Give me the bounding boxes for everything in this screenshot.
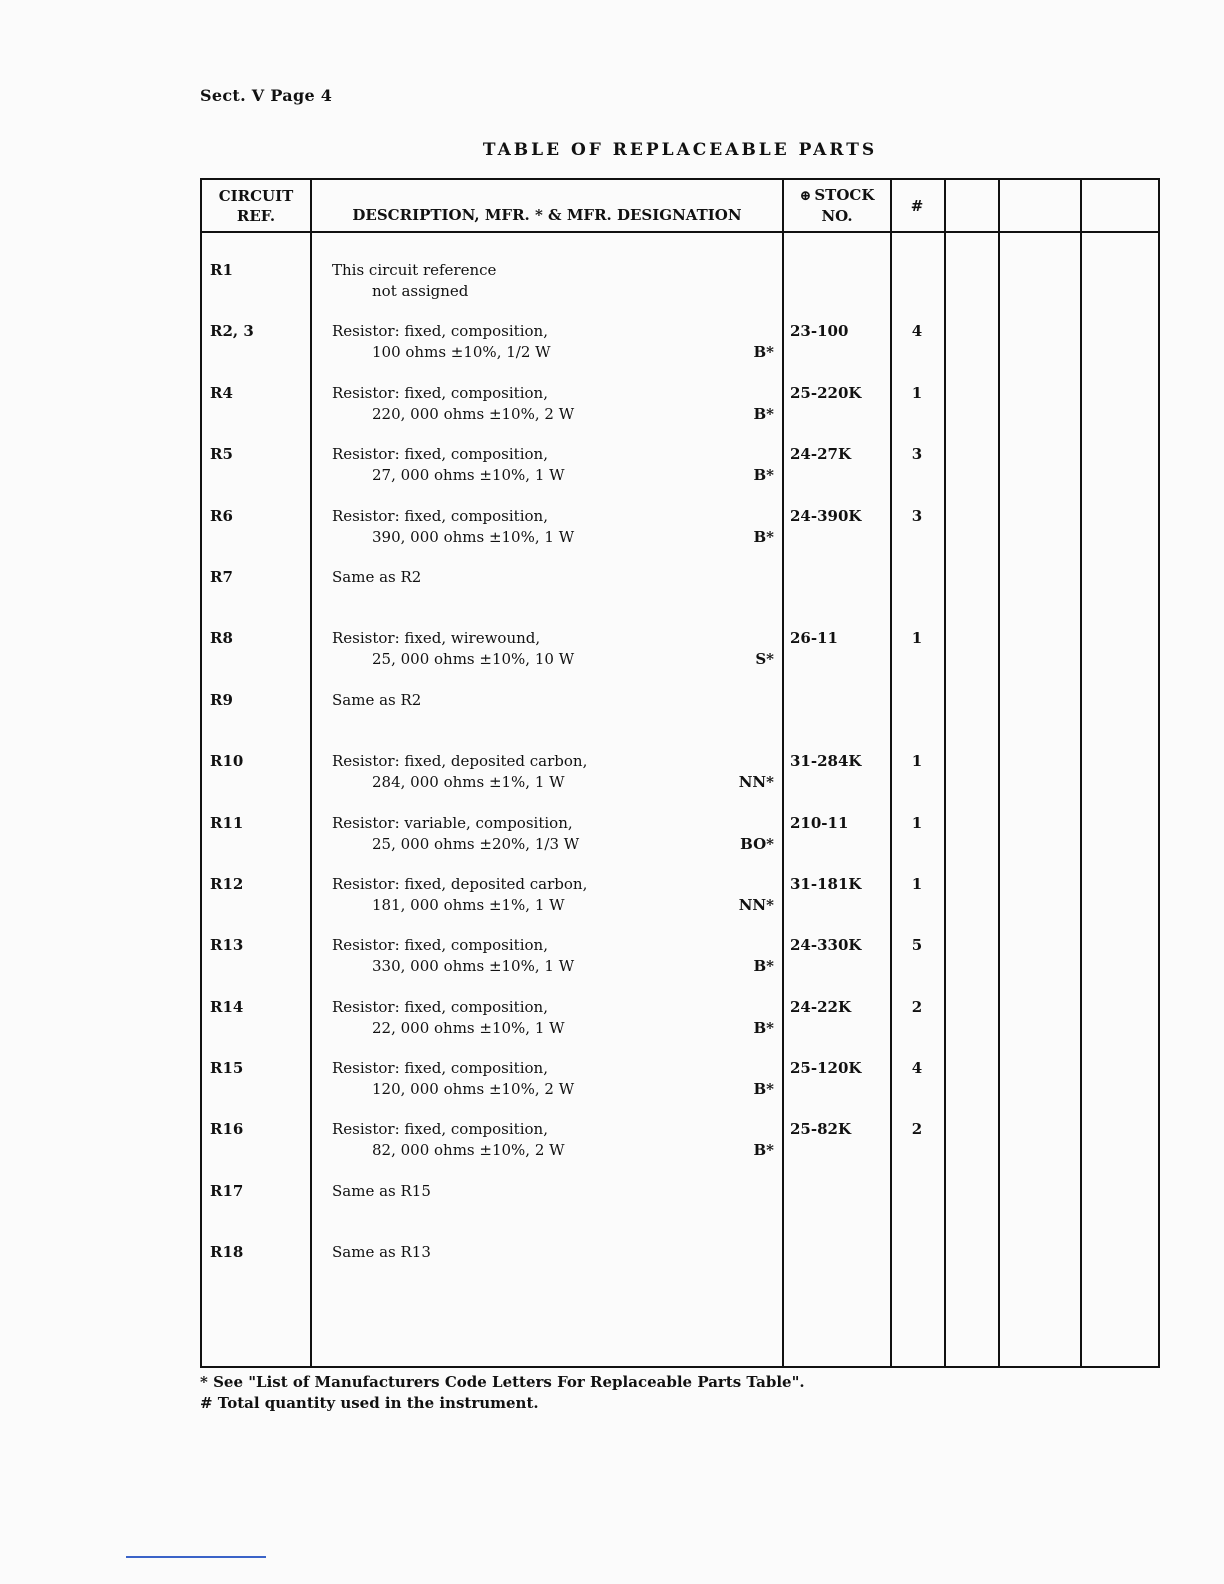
header-stock-no bbox=[784, 180, 890, 231]
mfr-code: B* bbox=[753, 957, 774, 976]
table-row bbox=[202, 567, 1158, 628]
table-row bbox=[202, 628, 1158, 689]
replaceable-parts-table bbox=[200, 178, 1160, 1368]
quantity: 4 bbox=[911, 1059, 923, 1078]
stock-number: 31-181K bbox=[790, 874, 862, 893]
mfr-code: NN* bbox=[738, 895, 774, 914]
table-row bbox=[202, 1181, 1158, 1242]
table-row bbox=[202, 1119, 1158, 1180]
circuit-ref: R5 bbox=[210, 445, 233, 464]
description-line-2: 25, 000 ohms ±10%, 10 W bbox=[372, 650, 575, 669]
quantity: 3 bbox=[911, 506, 923, 525]
mfr-code: S* bbox=[755, 650, 774, 669]
description-line-1: Resistor: fixed, wirewound, bbox=[332, 629, 541, 648]
quantity: 2 bbox=[911, 1120, 923, 1139]
header-circuit-ref: CIRCUIT REF. bbox=[218, 186, 294, 225]
stock-number: 24-330K bbox=[790, 936, 862, 955]
parts-rows bbox=[202, 260, 1158, 1304]
quantity: 1 bbox=[911, 383, 923, 402]
circuit-ref: R18 bbox=[210, 1243, 244, 1262]
table-row bbox=[202, 813, 1158, 874]
mfr-code: B* bbox=[753, 404, 774, 423]
quantity: 4 bbox=[911, 322, 923, 341]
table-row bbox=[202, 690, 1158, 751]
description-line-1: Resistor: fixed, composition, bbox=[332, 383, 548, 402]
description bbox=[332, 690, 772, 711]
mfr-code: B* bbox=[753, 527, 774, 546]
table-row bbox=[202, 260, 1158, 321]
section-page-label: Sect. V Page 4 bbox=[200, 86, 333, 105]
circuit-ref: R1 bbox=[210, 261, 233, 279]
stock-number: 25-120K bbox=[790, 1059, 862, 1078]
table-row bbox=[202, 321, 1158, 382]
description-line-1: Resistor: variable, composition, bbox=[332, 813, 573, 832]
circuit-ref: R11 bbox=[210, 813, 244, 832]
description-line-2: 27, 000 ohms ±10%, 1 W bbox=[372, 466, 565, 485]
table-row bbox=[202, 1242, 1158, 1303]
table-row bbox=[202, 444, 1158, 505]
circuit-ref: R7 bbox=[210, 567, 233, 586]
scan-mark bbox=[126, 1556, 266, 1558]
circuit-ref: R14 bbox=[210, 997, 244, 1016]
page-title: TABLE OF REPLACEABLE PARTS bbox=[482, 140, 878, 160]
description-line-1: This circuit reference bbox=[332, 261, 497, 279]
circuit-ref: R6 bbox=[210, 506, 233, 525]
quantity: 5 bbox=[911, 936, 923, 955]
mfr-code: B* bbox=[753, 1141, 774, 1160]
table-row bbox=[202, 1058, 1158, 1119]
mfr-code: BO* bbox=[740, 834, 774, 853]
mfr-code: NN* bbox=[738, 773, 774, 792]
circuit-ref: R15 bbox=[210, 1059, 244, 1078]
description-line-1: Same as R13 bbox=[332, 1243, 431, 1262]
description-line-1: Resistor: fixed, composition, bbox=[332, 445, 548, 464]
table-row bbox=[202, 383, 1158, 444]
header-stock-no-label: STOCK NO. bbox=[814, 186, 875, 225]
description bbox=[332, 260, 772, 302]
stock-number: 210-11 bbox=[790, 813, 849, 832]
mfr-code: B* bbox=[753, 466, 774, 485]
table-row bbox=[202, 874, 1158, 935]
description-line-1: Same as R2 bbox=[332, 567, 422, 586]
mfr-code: B* bbox=[753, 1018, 774, 1037]
stock-number: 25-82K bbox=[790, 1120, 852, 1139]
quantity: 1 bbox=[911, 752, 923, 771]
quantity: 3 bbox=[911, 445, 923, 464]
quantity: 1 bbox=[911, 874, 923, 893]
description-line-1: Resistor: fixed, composition, bbox=[332, 1120, 548, 1139]
description-line-1: Resistor: fixed, composition, bbox=[332, 506, 548, 525]
description-line-2: not assigned bbox=[372, 282, 469, 300]
description-line-1: Resistor: fixed, composition, bbox=[332, 936, 548, 955]
circuit-ref: R10 bbox=[210, 752, 244, 771]
hp-logo-icon: ⊕ bbox=[799, 188, 812, 204]
description-line-2: 82, 000 ohms ±10%, 2 W bbox=[372, 1141, 565, 1160]
circuit-ref: R4 bbox=[210, 383, 233, 402]
description-line-1: Resistor: fixed, composition, bbox=[332, 322, 548, 341]
description-line-2: 25, 000 ohms ±20%, 1/3 W bbox=[372, 834, 580, 853]
description-line-1: Resistor: fixed, deposited carbon, bbox=[332, 874, 588, 893]
footnote-asterisk: * See "List of Manufacturers Code Letters For Replaceable Parts Table". bbox=[200, 1373, 805, 1391]
mfr-code: B* bbox=[753, 343, 774, 362]
description bbox=[332, 1181, 772, 1202]
footnote-hash: # Total quantity used in the instrument. bbox=[200, 1394, 539, 1412]
stock-number: 23-100 bbox=[790, 322, 849, 341]
circuit-ref: R2, 3 bbox=[210, 322, 254, 341]
circuit-ref: R13 bbox=[210, 936, 244, 955]
description-line-2: 284, 000 ohms ±1%, 1 W bbox=[372, 773, 565, 792]
description-line-1: Resistor: fixed, deposited carbon, bbox=[332, 752, 588, 771]
header-qty: # bbox=[910, 196, 924, 215]
description-line-2: 181, 000 ohms ±1%, 1 W bbox=[372, 895, 565, 914]
description-line-1: Same as R15 bbox=[332, 1181, 431, 1200]
stock-number: 25-220K bbox=[790, 383, 862, 402]
circuit-ref: R17 bbox=[210, 1181, 244, 1200]
table-row bbox=[202, 935, 1158, 996]
stock-number: 24-27K bbox=[790, 445, 852, 464]
description-line-1: Same as R2 bbox=[332, 690, 422, 709]
table-row bbox=[202, 506, 1158, 567]
footnotes bbox=[200, 1372, 805, 1414]
header-description: DESCRIPTION, MFR. * & MFR. DESIGNATION bbox=[352, 206, 742, 224]
description-line-2: 220, 000 ohms ±10%, 2 W bbox=[372, 404, 575, 423]
header-divider bbox=[202, 231, 1158, 233]
description-line-1: Resistor: fixed, composition, bbox=[332, 1059, 548, 1078]
circuit-ref: R12 bbox=[210, 874, 244, 893]
quantity: 1 bbox=[911, 813, 923, 832]
quantity: 1 bbox=[911, 629, 923, 648]
description bbox=[332, 567, 772, 588]
quantity: 2 bbox=[911, 997, 923, 1016]
circuit-ref: R8 bbox=[210, 629, 233, 648]
description-line-2: 22, 000 ohms ±10%, 1 W bbox=[372, 1018, 565, 1037]
table-row bbox=[202, 751, 1158, 812]
description-line-2: 330, 000 ohms ±10%, 1 W bbox=[372, 957, 575, 976]
description bbox=[332, 1242, 772, 1263]
description-line-2: 100 ohms ±10%, 1/2 W bbox=[372, 343, 551, 362]
circuit-ref: R16 bbox=[210, 1120, 244, 1139]
table-row bbox=[202, 997, 1158, 1058]
description-line-2: 390, 000 ohms ±10%, 1 W bbox=[372, 527, 575, 546]
stock-number: 26-11 bbox=[790, 629, 838, 648]
stock-number: 24-22K bbox=[790, 997, 852, 1016]
description-line-1: Resistor: fixed, composition, bbox=[332, 997, 548, 1016]
stock-number: 24-390K bbox=[790, 506, 862, 525]
mfr-code: B* bbox=[753, 1080, 774, 1099]
circuit-ref: R9 bbox=[210, 690, 233, 709]
stock-number: 31-284K bbox=[790, 752, 862, 771]
description-line-2: 120, 000 ohms ±10%, 2 W bbox=[372, 1080, 575, 1099]
